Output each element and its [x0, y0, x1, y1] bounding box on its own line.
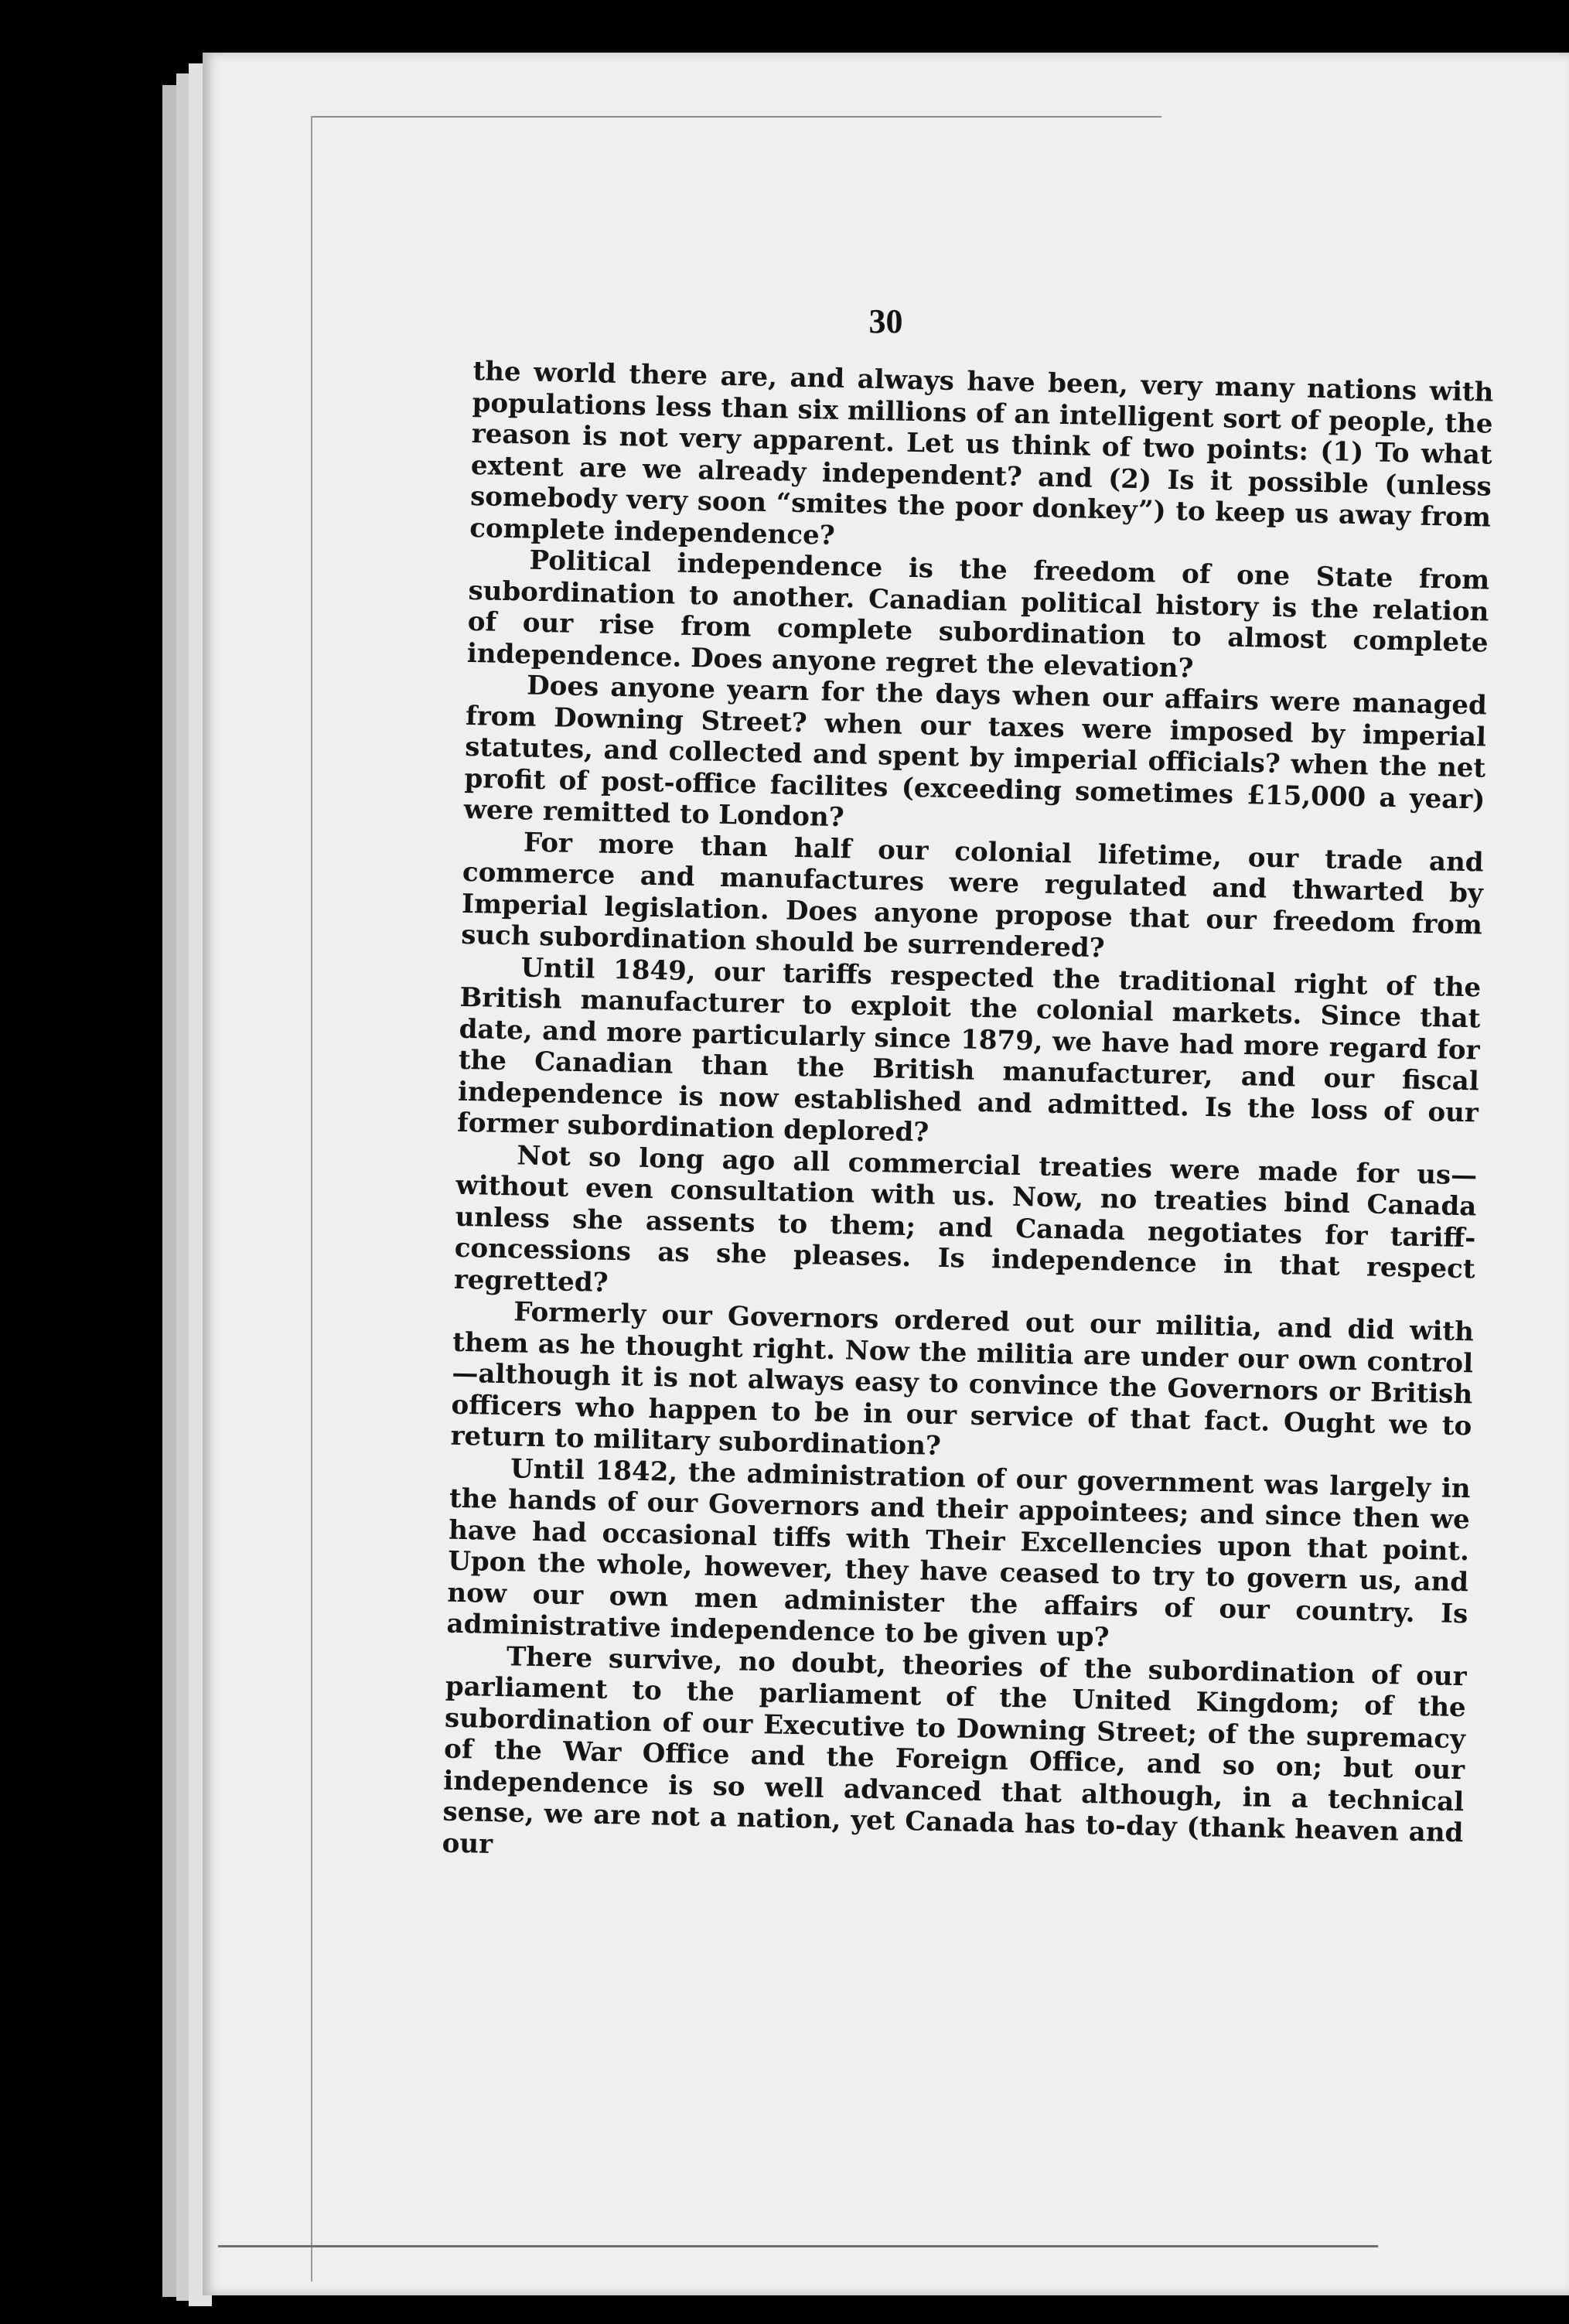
body-text	[442, 356, 1493, 1880]
paragraph: the world there are, and always have been, very many nations with populations less than six millions of an intelligent sort of people, the reason is not very apparent. Let us think of two points: (1) To what extent are we already independent? and (2) Is it possible (unless somebody very soon “smites the poor donkey”) to keep us away from complete independence?	[469, 356, 1494, 551]
page-border-bottom	[218, 2245, 1378, 2247]
page-border-top	[311, 116, 1161, 118]
paragraph: Does anyone yearn for the days when our affairs were managed from Downing Street? when our taxes were imposed by imperial statutes, and collected and spent by imperial officials? when the net profit of post-office facilites (exceeding sometimes £15,000 a year) were remitted to London?	[463, 670, 1488, 834]
book-page	[203, 53, 1569, 2295]
paragraph: Until 1842, the administration of our government was largely in the hands of our Governors and their appointees; and since then we have had occasional tiffs with Their Excellencies upon that point. Upon the whole, however, they have ceased to try to govern us, and now our own men administer the affairs of our country. Is administrative independence to be given up?	[446, 1452, 1472, 1653]
paragraph: Not so long ago all commercial treaties were made for us—without even consultation with us. Now, no treaties bind Canada unless she assents to them; and Canada negotiates for tariff-concessions as she pleases. Is independence in that respect regretted?	[453, 1139, 1478, 1299]
page-number: 30	[868, 302, 903, 340]
paragraph: There survive, no doubt, theories of the subordination of our parliament to the parliament of the United Kingdom; of the subordination of our Executive to Downing Street; of the supremacy of the War Office and the Foreign Office, and so on; but our independence is so well advanced that although, in a technical sense, we are not a nation, yet Canada has to-day (thank heaven and our	[442, 1640, 1467, 1860]
paragraph: Formerly our Governors ordered out our militia, and did with them as he thought right. Now the militia are under our own control—although it is not always easy to convince the Governors or British officers who happen to be in our service of that fact. Ought we to return to military subordination?	[450, 1296, 1475, 1462]
paragraph: Until 1849, our tariffs respected the traditional right of the British manufacturer to exploit the colonial markets. Since that date, and more particularly since 1879, we have had more regard for the Canadian than the British manufacturer, and our fiscal independence is now established and admitted. Is the loss of our former subordination deplored?	[456, 951, 1482, 1148]
paragraph: Political independence is the freedom of one State from subordination to another. Canadian political history is the relation of our rise from complete subordination to almost complete independence. Does anyone regret the elevation?	[466, 544, 1490, 684]
paragraph: For more than half our colonial lifetime, our trade and commerce and manufactures were regulated and thwarted by Imperial legislation. Does anyone propose that our freedom from such subordination should be surrendered?	[460, 827, 1484, 964]
page-border-left	[311, 116, 312, 2281]
